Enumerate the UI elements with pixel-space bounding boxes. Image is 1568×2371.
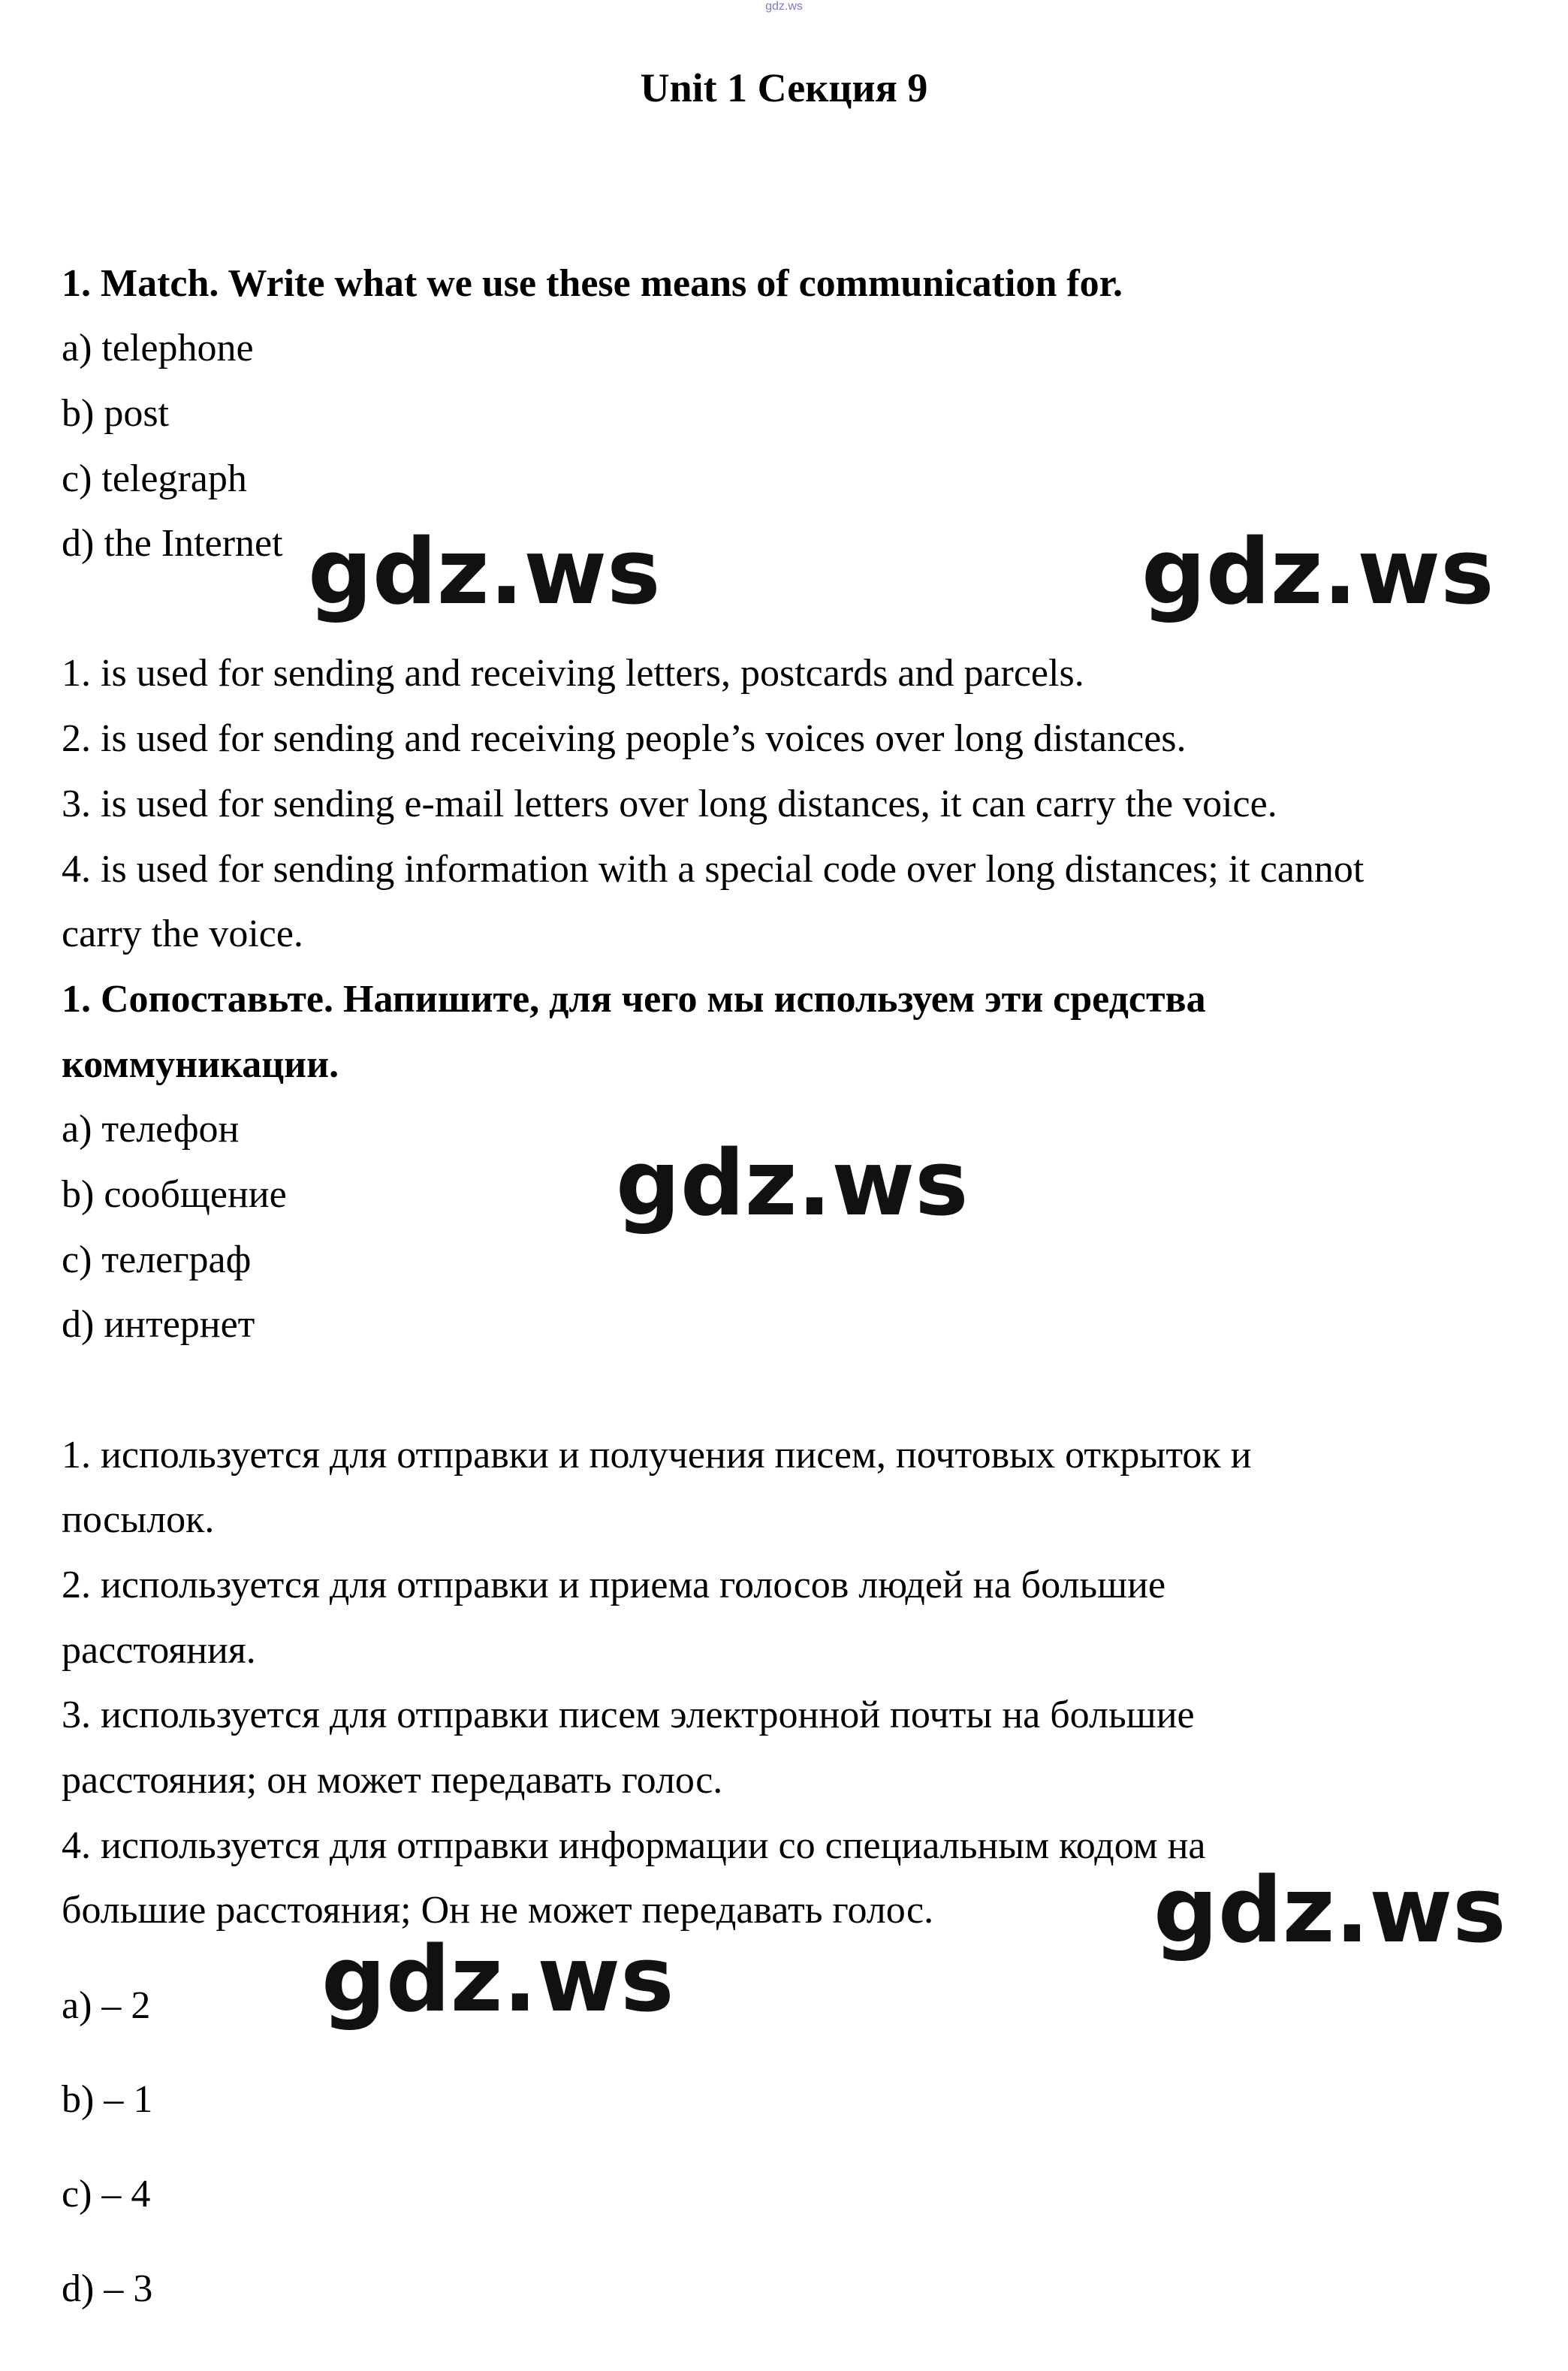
task-en-option: a) telephone xyxy=(62,327,254,370)
answer-item: d) – 3 xyxy=(62,2267,153,2310)
task-en-option: c) telegraph xyxy=(62,457,247,500)
task-ru-statement: большие расстояния; Он не может передавать голос. xyxy=(62,1889,934,1932)
task-en-statement: 1. is used for sending and receiving letters, postcards and parcels. xyxy=(62,652,1084,695)
watermark: gdz.ws xyxy=(321,1928,674,2032)
watermark: gdz.ws xyxy=(616,1132,969,1236)
task-ru-statement: расстояния. xyxy=(62,1629,256,1672)
task-ru-statement: посылок. xyxy=(62,1498,215,1541)
site-mark: gdz.ws xyxy=(765,0,803,13)
task-ru-option: a) телефон xyxy=(62,1108,240,1151)
task-en-option: b) post xyxy=(62,392,169,435)
task-ru-statement: 4. используется для отправки информации со специальным кодом на xyxy=(62,1824,1206,1867)
watermark: gdz.ws xyxy=(1153,1859,1506,1963)
task-ru-statement: 1. используется для отправки и получения писем, почтовых открыток и xyxy=(62,1434,1252,1477)
answer-item: c) – 4 xyxy=(62,2173,151,2216)
task-ru-option: d) интернет xyxy=(62,1303,255,1346)
task-ru-statement: расстояния; он может передавать голос. xyxy=(62,1759,723,1802)
task-ru-option: b) сообщение xyxy=(62,1173,287,1216)
task-en-heading: 1. Match. Write what we use these means of communication for. xyxy=(62,262,1123,305)
task-en-statement: carry the voice. xyxy=(62,913,303,955)
task-ru-heading: коммуникации. xyxy=(62,1043,339,1086)
page-title: Unit 1 Секция 9 xyxy=(640,65,928,110)
watermark: gdz.ws xyxy=(308,520,661,625)
task-ru-statement: 2. используется для отправки и приема голосов людей на большие xyxy=(62,1564,1166,1606)
answer-item: a) – 2 xyxy=(62,1984,151,2027)
watermark: gdz.ws xyxy=(1141,520,1494,625)
task-en-option: d) the Internet xyxy=(62,522,283,565)
task-ru-statement: 3. используется для отправки писем электронной почты на большие xyxy=(62,1694,1195,1736)
answer-item: b) – 1 xyxy=(62,2078,153,2121)
task-en-statement: 3. is used for sending e-mail letters over long distances, it can carry the voice. xyxy=(62,783,1277,825)
task-ru-heading: 1. Сопоставьте. Напишите, для чего мы используем эти средства xyxy=(62,978,1206,1021)
task-ru-option: c) телеграф xyxy=(62,1238,252,1281)
task-en-statement: 4. is used for sending information with a special code over long distances; it cannot xyxy=(62,848,1364,891)
task-en-statement: 2. is used for sending and receiving people’s voices over long distances. xyxy=(62,717,1187,760)
